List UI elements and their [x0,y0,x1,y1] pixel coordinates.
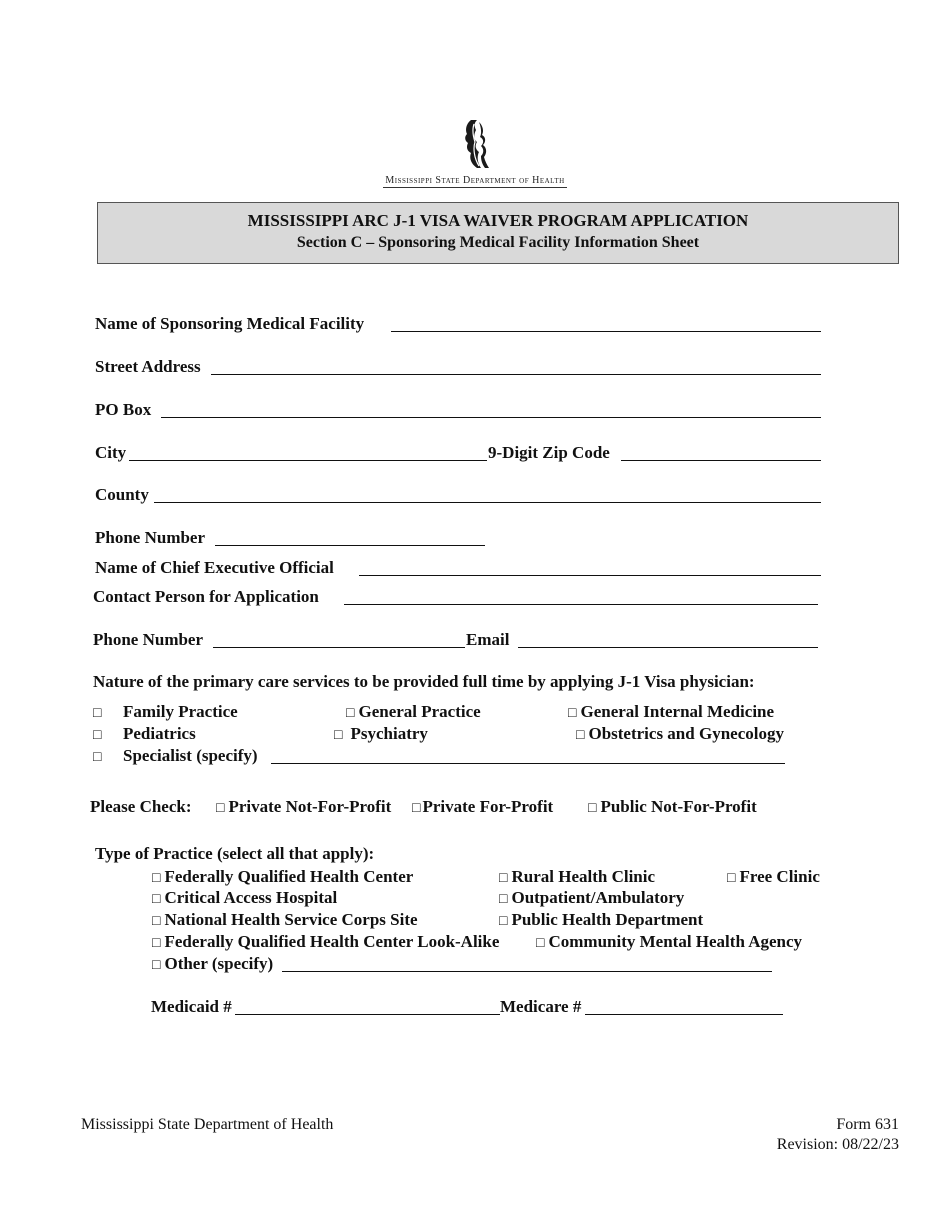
checkbox-icon: □ [499,892,508,907]
checkbox-icon: □ [576,728,585,743]
specialist-field[interactable] [271,763,785,764]
checkbox-general-internal[interactable] [568,702,774,724]
zip-field[interactable] [621,460,821,461]
ceo-name-label: Name of Chief Executive Official [95,558,334,577]
checkbox-other[interactable] [152,954,273,976]
checkbox-icon: □ [568,706,577,721]
form-subtitle: Section C – Sponsoring Medical Facility Information Sheet [296,234,700,251]
zip-label: 9-Digit Zip Code [488,443,610,462]
profiles-logo-icon [457,118,493,170]
checkbox-icon: □ [727,871,736,886]
medicare-field[interactable] [585,1014,783,1015]
checkbox-nhsc[interactable] [152,910,418,932]
specialist-label: Specialist (specify) [123,746,258,765]
public-health-label: Public Health Department [511,910,704,929]
general-practice-label: General Practice [358,702,481,721]
county-label: County [95,485,149,504]
phone-label: Phone Number [95,528,206,547]
contact-person-field[interactable] [344,604,818,605]
checkbox-rural[interactable] [499,867,655,889]
checkbox-icon: □ [499,914,508,929]
other-field[interactable] [282,971,772,972]
nhsc-label: National Health Service Corps Site [164,910,418,929]
checkbox-psychiatry[interactable] [334,724,428,746]
contact-phone-field[interactable] [213,647,465,648]
contact-person-label: Contact Person for Application [93,587,319,606]
fqhc-label: Federally Qualified Health Center [164,867,414,886]
checkbox-family-practice[interactable] [93,702,105,724]
medicaid-field[interactable] [235,1014,500,1015]
city-field[interactable] [129,460,487,461]
psychiatry-label: Psychiatry [350,724,428,743]
private-fp-label: Private For-Profit [422,797,554,816]
logo-org-name: Mississippi State Department of Health [385,175,565,186]
checkbox-cah[interactable] [152,888,337,910]
email-label: Email [466,630,510,649]
checkbox-icon: □ [93,706,102,721]
po-box-field[interactable] [161,417,821,418]
checkbox-private-nfp[interactable] [216,797,391,819]
cah-label: Critical Access Hospital [164,888,338,907]
checkbox-icon: □ [216,801,225,816]
checkbox-icon: □ [412,801,421,816]
checkbox-outpatient[interactable] [499,888,684,910]
checkbox-icon: □ [334,728,343,743]
checkbox-specialist[interactable] [93,746,105,768]
facility-name-field[interactable] [391,331,821,332]
checkbox-free[interactable] [727,867,820,889]
form-title: MISSISSIPPI ARC J-1 VISA WAIVER PROGRAM APPLICATION [247,211,749,230]
obgyn-label: Obstetrics and Gynecology [588,724,784,743]
checkbox-general-practice[interactable] [346,702,481,724]
checkbox-icon: □ [536,936,545,951]
po-box-label: PO Box [95,400,152,419]
checkbox-icon: □ [346,706,355,721]
email-field[interactable] [518,647,818,648]
checkbox-icon: □ [152,958,161,973]
checkbox-fqhc[interactable] [152,867,413,889]
footer-form-number: Form 631 [836,1116,899,1133]
checkbox-icon: □ [93,728,102,743]
street-address-field[interactable] [211,374,821,375]
services-question: Nature of the primary care services to be provided full time by applying J-1 Visa physician: [93,672,755,691]
footer-org: Mississippi State Department of Health [81,1116,334,1133]
checkbox-icon: □ [152,892,161,907]
checkbox-icon: □ [499,871,508,886]
medicaid-label: Medicaid # [151,997,232,1016]
ownership-label: Please Check: [90,797,192,816]
city-label: City [95,443,127,462]
checkbox-mental-health[interactable] [536,932,802,954]
ceo-name-field[interactable] [359,575,821,576]
checkbox-pediatrics[interactable] [93,724,105,746]
checkbox-icon: □ [152,914,161,929]
rural-label: Rural Health Clinic [511,867,656,886]
public-nfp-label: Public Not-For-Profit [600,797,757,816]
checkbox-fqhc-lookalike[interactable] [152,932,499,954]
private-nfp-label: Private Not-For-Profit [228,797,392,816]
checkbox-public-nfp[interactable] [588,797,757,819]
family-practice-label: Family Practice [123,702,238,721]
phone-field[interactable] [215,545,485,546]
general-internal-label: General Internal Medicine [580,702,775,721]
checkbox-icon: □ [152,871,161,886]
county-field[interactable] [154,502,821,503]
checkbox-icon: □ [152,936,161,951]
fqhc-lookalike-label: Federally Qualified Health Center Look-Alike [164,932,500,951]
msdh-logo [0,118,950,188]
checkbox-icon: □ [588,801,597,816]
facility-name-label: Name of Sponsoring Medical Facility [95,314,365,333]
footer-revision: Revision: 08/22/23 [776,1136,899,1153]
medicare-label: Medicare # [500,997,582,1016]
free-label: Free Clinic [739,867,820,886]
practice-type-label: Type of Practice (select all that apply): [95,844,375,863]
mental-health-label: Community Mental Health Agency [548,932,803,951]
checkbox-public-health[interactable] [499,910,703,932]
checkbox-obgyn[interactable] [576,724,784,746]
contact-phone-label: Phone Number [93,630,204,649]
checkbox-icon: □ [93,750,102,765]
checkbox-private-fp[interactable] [412,797,553,819]
other-label: Other (specify) [164,954,274,973]
form-header [97,202,899,264]
outpatient-label: Outpatient/Ambulatory [511,888,685,907]
street-address-label: Street Address [95,357,201,376]
pediatrics-label: Pediatrics [123,724,196,743]
